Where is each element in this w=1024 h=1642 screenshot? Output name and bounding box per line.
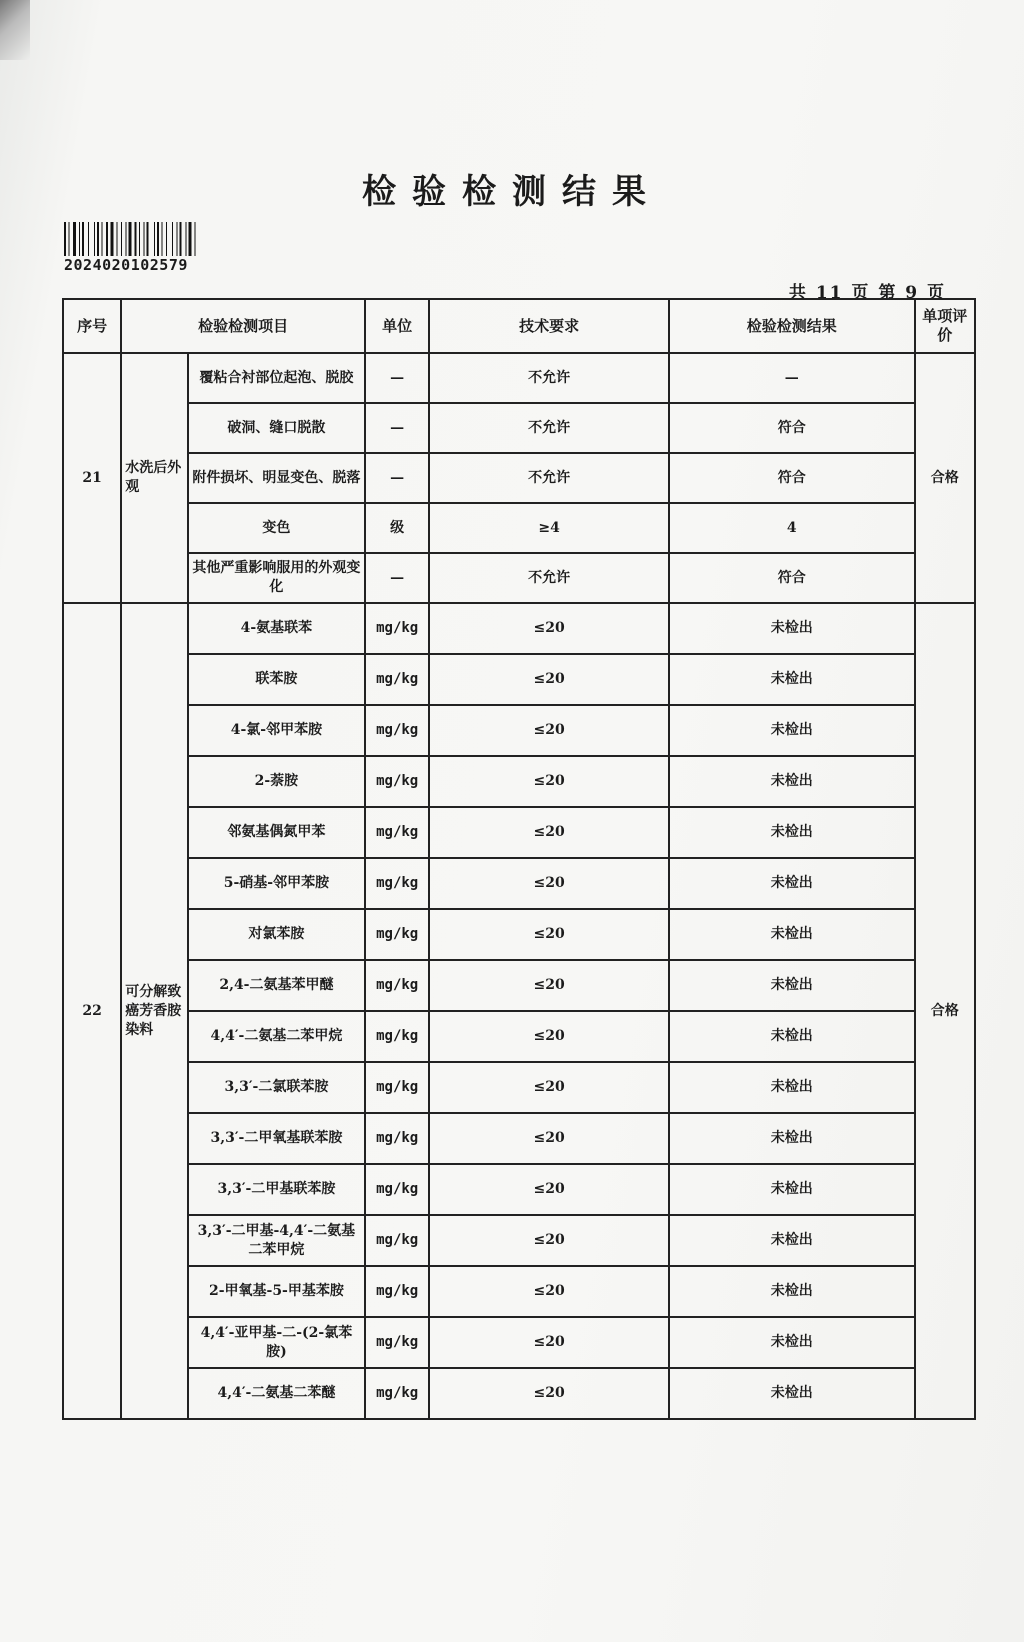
cell-item: 覆粘合衬部位起泡、脱胶	[188, 353, 365, 403]
cell-unit: mg/kg	[365, 1317, 430, 1368]
barcode	[64, 222, 238, 256]
table-row	[63, 1215, 975, 1266]
table-row	[63, 1368, 975, 1419]
table-row	[63, 909, 975, 960]
barcode-bar	[73, 222, 76, 256]
table-row	[63, 756, 975, 807]
cell-unit: mg/kg	[365, 909, 430, 960]
table-row	[63, 858, 975, 909]
table-row	[63, 353, 975, 403]
cell-result: 未检出	[669, 756, 915, 807]
row-category: 水洗后外观	[121, 353, 188, 603]
cell-result: 未检出	[669, 1062, 915, 1113]
cell-requirement: ≤20	[429, 909, 668, 960]
cell-requirement: 不允许	[429, 453, 668, 503]
cell-unit: 级	[365, 503, 430, 553]
cell-requirement: ≤20	[429, 1062, 668, 1113]
page-title: 检验检测结果	[362, 172, 662, 212]
barcode-bar	[126, 222, 127, 256]
barcode-bar	[154, 222, 155, 256]
header-item: 检验检测项目	[121, 299, 365, 353]
table-row	[63, 1062, 975, 1113]
table-header-row	[63, 299, 975, 353]
page-count: 共 11 页 第 9 页	[788, 283, 946, 303]
page-corner-shadow	[0, 0, 30, 60]
barcode-bar	[88, 222, 89, 256]
cell-result: 未检出	[669, 909, 915, 960]
cell-unit: mg/kg	[365, 1368, 430, 1419]
cell-item: 联苯胺	[188, 654, 365, 705]
cell-requirement: ≤20	[429, 1011, 668, 1062]
cell-unit: mg/kg	[365, 1266, 430, 1317]
cell-unit: mg/kg	[365, 1062, 430, 1113]
cell-item: 破洞、缝口脱散	[188, 403, 365, 453]
cell-item: 4-氨基联苯	[188, 603, 365, 654]
barcode-bar	[94, 222, 95, 256]
barcode-bar	[69, 222, 70, 256]
cell-item: 3,3′-二氯联苯胺	[188, 1062, 365, 1113]
cell-item: 4,4′-亚甲基-二-(2-氯苯胺)	[188, 1317, 365, 1368]
cell-result: 符合	[669, 553, 915, 603]
cell-item: 附件损坏、明显变色、脱落	[188, 453, 365, 503]
cell-result: 未检出	[669, 654, 915, 705]
cell-result: 符合	[669, 403, 915, 453]
cell-unit: mg/kg	[365, 1011, 430, 1062]
cell-item: 2-甲氧基-5-甲基苯胺	[188, 1266, 365, 1317]
barcode-bar	[180, 222, 182, 256]
header-requirement: 技术要求	[429, 299, 668, 353]
cell-result: 未检出	[669, 807, 915, 858]
cell-requirement: ≤20	[429, 807, 668, 858]
cell-item: 3,3′-二甲基联苯胺	[188, 1164, 365, 1215]
cell-item: 邻氨基偶氮甲苯	[188, 807, 365, 858]
cell-requirement: ≤20	[429, 960, 668, 1011]
table-row	[63, 807, 975, 858]
barcode-bar	[111, 222, 114, 256]
barcode-bar	[139, 222, 140, 256]
table-row	[63, 603, 975, 654]
barcode-bar	[144, 222, 145, 256]
cell-requirement: ≤20	[429, 1266, 668, 1317]
cell-item: 对氯苯胺	[188, 909, 365, 960]
header-seq: 序号	[63, 299, 121, 353]
cell-requirement: ≤20	[429, 1215, 668, 1266]
cell-result: 未检出	[669, 960, 915, 1011]
cell-item: 变色	[188, 503, 365, 553]
cell-item: 其他严重影响服用的外观变化	[188, 553, 365, 603]
header-evaluation: 单项评价	[915, 299, 975, 353]
cell-unit: mg/kg	[365, 705, 430, 756]
cell-result: 符合	[669, 453, 915, 503]
cell-unit: mg/kg	[365, 1164, 430, 1215]
table-row	[63, 403, 975, 453]
cell-unit: mg/kg	[365, 1113, 430, 1164]
cell-unit: —	[365, 553, 430, 603]
barcode-bar	[172, 222, 173, 256]
barcode-bar	[64, 222, 66, 256]
cell-unit: mg/kg	[365, 603, 430, 654]
header-unit: 单位	[365, 299, 430, 353]
cell-requirement: ≤20	[429, 756, 668, 807]
cell-requirement: ≤20	[429, 1368, 668, 1419]
table-row	[63, 1164, 975, 1215]
table-row	[63, 1317, 975, 1368]
cell-requirement: ≤20	[429, 858, 668, 909]
table-body	[63, 353, 975, 1419]
cell-unit: mg/kg	[365, 756, 430, 807]
barcode-bar	[195, 222, 196, 256]
cell-result: 未检出	[669, 1317, 915, 1368]
cell-result: 未检出	[669, 705, 915, 756]
barcode-bar	[162, 222, 163, 256]
barcode-bar	[117, 222, 118, 256]
cell-requirement: ≤20	[429, 1164, 668, 1215]
barcode-bar	[82, 222, 84, 256]
cell-item: 4-氯-邻甲苯胺	[188, 705, 365, 756]
barcode-bar	[102, 222, 103, 256]
cell-unit: mg/kg	[365, 960, 430, 1011]
cell-result: 未检出	[669, 1215, 915, 1266]
barcode-bar	[166, 222, 167, 256]
cell-unit: mg/kg	[365, 654, 430, 705]
cell-requirement: ≤20	[429, 1113, 668, 1164]
header-result: 检验检测结果	[669, 299, 915, 353]
cell-result: 4	[669, 503, 915, 553]
barcode-number: 2024020102579	[64, 256, 188, 274]
cell-requirement: 不允许	[429, 403, 668, 453]
cell-requirement: ≥4	[429, 503, 668, 553]
table-row	[63, 705, 975, 756]
cell-requirement: 不允许	[429, 553, 668, 603]
cell-result: 未检出	[669, 858, 915, 909]
cell-requirement: ≤20	[429, 654, 668, 705]
table-row	[63, 654, 975, 705]
cell-item: 3,3′-二甲基-4,4′-二氨基二苯甲烷	[188, 1215, 365, 1266]
cell-item: 3,3′-二甲氧基联苯胺	[188, 1113, 365, 1164]
barcode-bar	[186, 222, 187, 256]
barcode-bar	[129, 222, 132, 256]
cell-result: —	[669, 353, 915, 403]
cell-requirement: 不允许	[429, 353, 668, 403]
barcode-bar	[121, 222, 122, 256]
row-seq: 21	[63, 353, 121, 603]
cell-result: 未检出	[669, 1368, 915, 1419]
cell-unit: mg/kg	[365, 858, 430, 909]
barcode-bar	[106, 222, 108, 256]
cell-item: 4,4′-二氨基二苯醚	[188, 1368, 365, 1419]
cell-unit: —	[365, 353, 430, 403]
row-category: 可分解致癌芳香胺染料	[121, 603, 188, 1419]
results-table	[62, 298, 976, 1420]
table-row	[63, 1266, 975, 1317]
table-row	[63, 1011, 975, 1062]
barcode-bar	[157, 222, 159, 256]
barcode-bar	[135, 222, 137, 256]
cell-requirement: ≤20	[429, 705, 668, 756]
cell-result: 未检出	[669, 603, 915, 654]
barcode-bar	[79, 222, 80, 256]
cell-requirement: ≤20	[429, 1317, 668, 1368]
row-evaluation: 合格	[915, 353, 975, 603]
table-row	[63, 960, 975, 1011]
barcode-bar	[147, 222, 149, 256]
cell-item: 5-硝基-邻甲苯胺	[188, 858, 365, 909]
cell-result: 未检出	[669, 1113, 915, 1164]
cell-item: 2,4-二氨基苯甲醚	[188, 960, 365, 1011]
table-row	[63, 453, 975, 503]
barcode-bar	[189, 222, 192, 256]
table-row	[63, 1113, 975, 1164]
row-seq: 22	[63, 603, 121, 1419]
cell-unit: mg/kg	[365, 807, 430, 858]
cell-item: 2-萘胺	[188, 756, 365, 807]
row-evaluation: 合格	[915, 603, 975, 1419]
cell-unit: mg/kg	[365, 1215, 430, 1266]
cell-item: 4,4′-二氨基二苯甲烷	[188, 1011, 365, 1062]
cell-result: 未检出	[669, 1011, 915, 1062]
cell-requirement: ≤20	[429, 603, 668, 654]
table-row	[63, 553, 975, 603]
table-row	[63, 503, 975, 553]
barcode-bar	[177, 222, 178, 256]
cell-unit: —	[365, 403, 430, 453]
cell-result: 未检出	[669, 1164, 915, 1215]
cell-unit: —	[365, 453, 430, 503]
cell-result: 未检出	[669, 1266, 915, 1317]
barcode-bar	[97, 222, 99, 256]
